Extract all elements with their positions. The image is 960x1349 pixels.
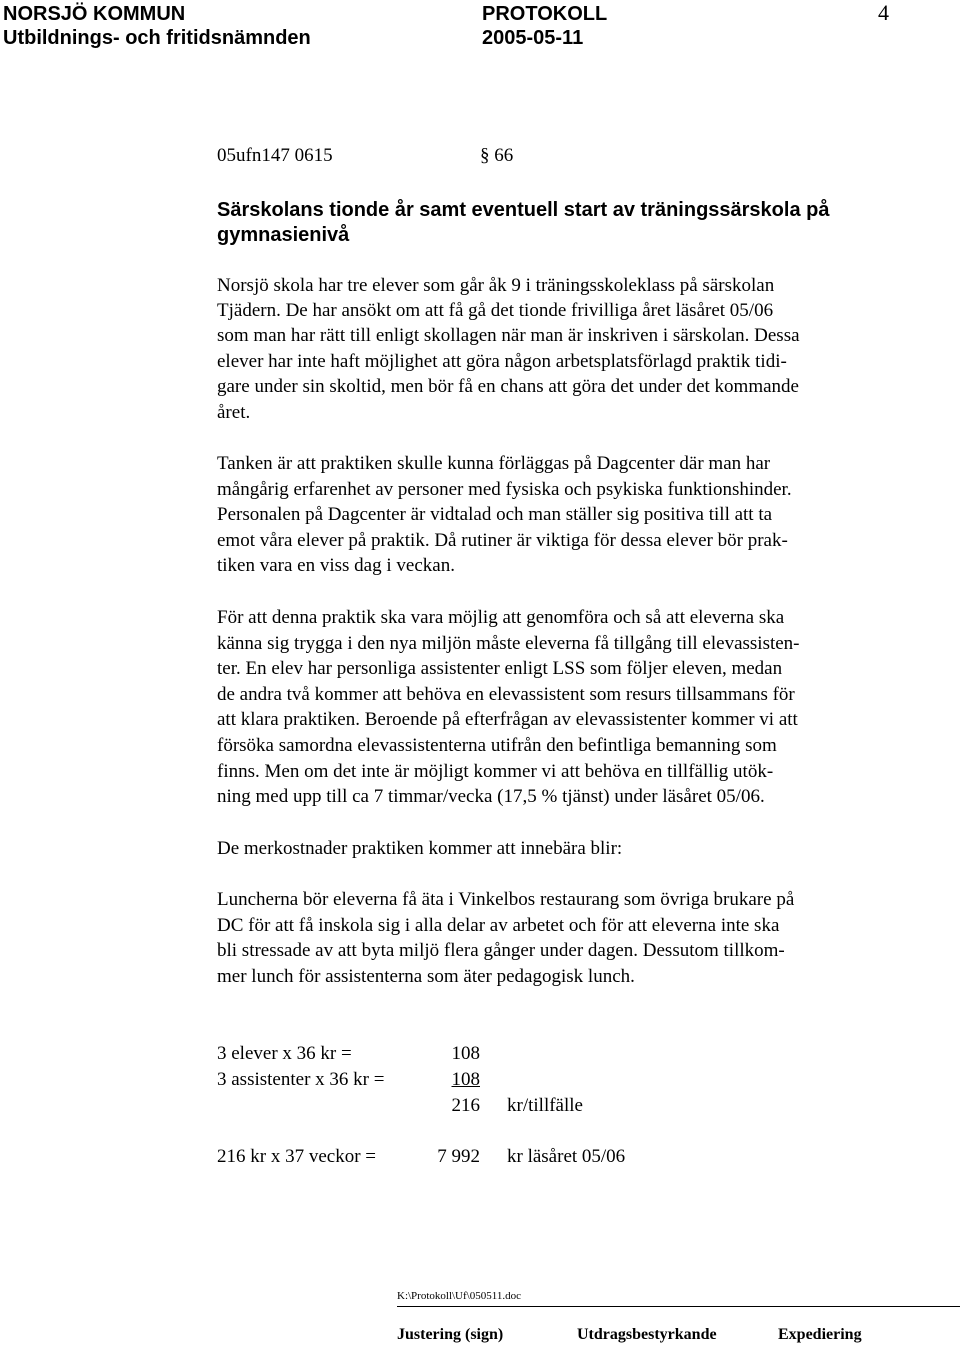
utdragsbestyrkande-label: Utdragsbestyrkande — [577, 1326, 717, 1343]
text-line: Tjädern. De har ansökt om att få gå det tionde frivilliga året läsåret 05/06 — [217, 300, 774, 321]
text-line: För att denna praktik ska vara möjlig att genomföra och så att eleverna ska — [217, 607, 785, 628]
text-line: Tanken är att praktiken skulle kunna förläggas på Dagcenter där man har — [217, 453, 771, 474]
calc-label-weeks: 216 kr x 37 veckor = — [217, 1146, 376, 1167]
text-line: bli stressade av att byta miljö flera gånger under dagen. Dessutom tillkom- — [217, 940, 785, 961]
calc-value-assistants — [420, 1067, 480, 1093]
calc-label-assistants: 3 assistenter x 36 kr = — [217, 1069, 385, 1090]
text-line: ter. En elev har personliga assistenter enligt LSS som följer eleven, medan — [217, 658, 783, 679]
text-line: emot våra elever på praktik. Då rutiner är viktiga för dessa elever bör prak- — [217, 530, 788, 551]
paragraph-number: § 66 — [480, 145, 514, 166]
text-line: Personalen på Dagcenter är vidtalad och man ställer sig positiva till att ta — [217, 504, 773, 525]
calc-label-pupils: 3 elever x 36 kr = — [217, 1043, 352, 1064]
meeting-date: 2005-05-11 — [482, 27, 584, 49]
board-name: Utbildnings- och fritidsnämnden — [3, 27, 311, 49]
text-line: försöka samordna elevassistenterna utifrån den befintliga bemanning som — [217, 735, 777, 756]
calc-total-year: 7 992 — [437, 1146, 480, 1167]
calc-unit-per-occasion: kr/tillfälle — [507, 1095, 583, 1116]
text-line: finns. Men om det inte är möjligt kommer vi att behöva en tillfällig utök- — [217, 761, 774, 782]
page-number: 4 — [878, 0, 889, 25]
text-line: mångårig erfarenhet av personer med fysiska och psykiska funktionshinder. — [217, 479, 792, 500]
text-line: som man har rätt till enligt skollagen när man är inskriven i särskolan. Dessa — [217, 325, 800, 346]
text-line: känna sig trygga i den nya miljön måste eleverna få tillgång till elevassisten- — [217, 633, 800, 654]
text-line: Luncherna bör eleverna få äta i Vinkelbos restaurang som övriga brukare på — [217, 889, 795, 910]
text-line: tiken vara en viss dag i veckan. — [217, 555, 455, 576]
calc-unit-year: kr läsåret 05/06 — [507, 1146, 626, 1167]
text-line: Norsjö skola har tre elever som går åk 9 i träningsskoleklass på särskolan — [217, 275, 775, 296]
calc-value-pupils: 108 — [451, 1043, 480, 1064]
text-line: att klara praktiken. Beroende på efterfrågan av elevassistenter kommer vi att — [217, 709, 798, 730]
text-line: mer lunch för assistenterna som äter pedagogisk lunch. — [217, 966, 635, 987]
org-name: NORSJÖ KOMMUN — [3, 3, 186, 25]
text-line: gare under sin skoltid, men bör få en chans att göra det under det kommande — [217, 376, 799, 397]
text-line: elever har inte haft möjlighet att göra någon arbetsplatsförlagd praktik tidi- — [217, 351, 787, 372]
case-title-line-2: gymnasienivå — [217, 224, 350, 246]
calc-value-assistants-text: 108 — [451, 1069, 480, 1090]
calc-sum-per-occasion: 216 — [451, 1095, 480, 1116]
cost-intro: De merkostnader praktiken kommer att innebära blir: — [217, 838, 623, 859]
text-line: ning med upp till ca 7 timmar/vecka (17,5 % tjänst) under läsåret 05/06. — [217, 786, 765, 807]
case-title-line-1: Särskolans tionde år samt eventuell start av träningssärskola på — [217, 199, 830, 221]
footer-divider — [397, 1306, 960, 1307]
text-line: året. — [217, 402, 251, 423]
file-path: K:\Protokoll\Uf\050511.doc — [397, 1290, 521, 1302]
document-type: PROTOKOLL — [482, 3, 608, 25]
case-reference: 05ufn147 0615 — [217, 145, 333, 166]
justering-label: Justering (sign) — [397, 1326, 504, 1343]
expediering-label: Expediering — [778, 1326, 862, 1343]
text-line: de andra två kommer att behöva en elevassistent som resurs tillsammans för — [217, 684, 795, 705]
text-line: DC för att få inskola sig i alla delar av arbetet och för att eleverna inte ska — [217, 915, 780, 936]
